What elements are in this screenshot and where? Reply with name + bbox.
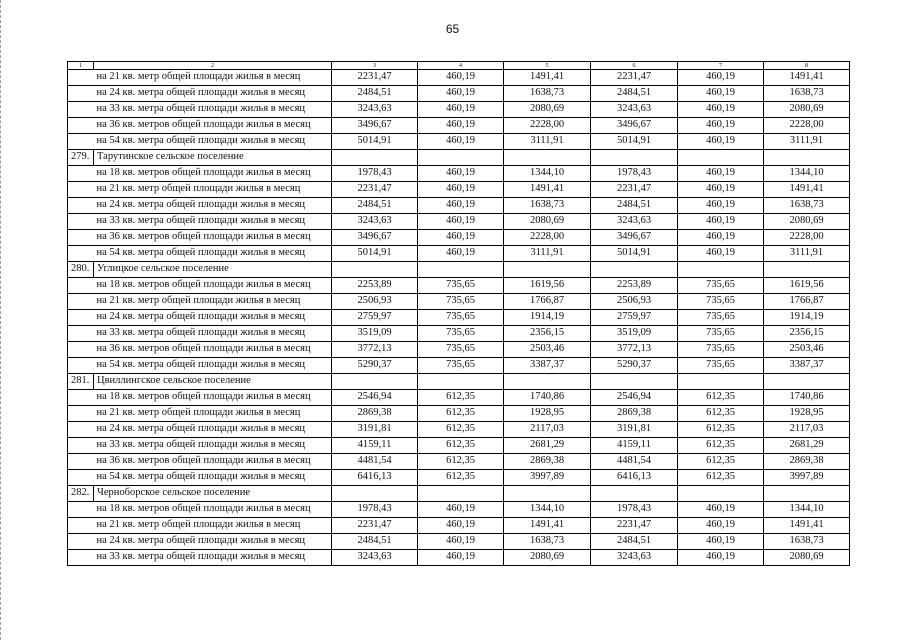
value-cell: 2546,94: [591, 390, 678, 406]
row-number: [68, 502, 94, 518]
settlement-row: [68, 374, 850, 390]
table-row: [68, 230, 850, 246]
table-row: [68, 166, 850, 182]
value-cell: 3519,09: [591, 326, 678, 342]
value-cell: 5290,37: [332, 358, 418, 374]
value-cell: 460,19: [418, 70, 504, 86]
settlement-name: Черноборское сельское поселение: [94, 486, 332, 502]
row-number: [68, 406, 94, 422]
area-description: на 36 кв. метров общей площади жилья в месяц: [94, 454, 332, 470]
area-description: на 33 кв. метра общей площади жилья в месяц: [94, 438, 332, 454]
value-cell: 460,19: [418, 502, 504, 518]
value-cell: 735,65: [418, 278, 504, 294]
value-cell: 460,19: [418, 534, 504, 550]
area-description: на 54 кв. метра общей площади жилья в месяц: [94, 358, 332, 374]
value-cell: 735,65: [418, 342, 504, 358]
value-cell: 460,19: [418, 550, 504, 566]
row-number: [68, 246, 94, 262]
value-cell: 2484,51: [332, 86, 418, 102]
value-cell: 1978,43: [591, 166, 678, 182]
row-number: [68, 86, 94, 102]
table-row: [68, 182, 850, 198]
area-description: на 24 кв. метра общей площади жилья в месяц: [94, 198, 332, 214]
value-cell: 5014,91: [591, 134, 678, 150]
area-description: на 18 кв. метров общей площади жилья в месяц: [94, 390, 332, 406]
value-cell: 4481,54: [332, 454, 418, 470]
value-cell: 6416,13: [591, 470, 678, 486]
value-cell: 612,35: [418, 454, 504, 470]
value-cell: 3519,09: [332, 326, 418, 342]
value-cell: 3111,91: [504, 134, 591, 150]
value-cell: 3243,63: [332, 550, 418, 566]
value-cell: 460,19: [678, 70, 764, 86]
value-cell: 3243,63: [591, 102, 678, 118]
page-number: 65: [445, 22, 460, 36]
value-cell: 2546,94: [332, 390, 418, 406]
table-row: [68, 118, 850, 134]
value-cell: 2117,03: [504, 422, 591, 438]
row-number: [68, 518, 94, 534]
row-number: [68, 454, 94, 470]
area-description: на 18 кв. метров общей площади жилья в месяц: [94, 278, 332, 294]
value-cell: 1766,87: [764, 294, 850, 310]
value-cell: 2253,89: [332, 278, 418, 294]
row-number: [68, 102, 94, 118]
table-row: [68, 406, 850, 422]
settlement-name: Тарутинское сельское поселение: [94, 150, 332, 166]
value-cell: 2484,51: [591, 198, 678, 214]
value-cell: 460,19: [678, 166, 764, 182]
value-cell: 2080,69: [764, 214, 850, 230]
value-cell: 2484,51: [591, 86, 678, 102]
table-row: [68, 86, 850, 102]
value-cell: 3496,67: [332, 230, 418, 246]
value-cell: 3496,67: [332, 118, 418, 134]
value-cell: 2231,47: [591, 518, 678, 534]
value-cell: 2080,69: [504, 550, 591, 566]
row-number: [68, 550, 94, 566]
area-description: на 33 кв. метра общей площади жилья в месяц: [94, 550, 332, 566]
area-description: на 54 кв. метра общей площади жилья в месяц: [94, 134, 332, 150]
value-cell: 1344,10: [504, 166, 591, 182]
value-cell: 2869,38: [332, 406, 418, 422]
table-row: [68, 310, 850, 326]
value-cell: 1928,95: [504, 406, 591, 422]
value-cell: 612,35: [678, 422, 764, 438]
scan-margin-rule: [0, 0, 1, 640]
value-cell: 735,65: [678, 278, 764, 294]
area-description: на 24 кв. метра общей площади жилья в месяц: [94, 422, 332, 438]
value-cell: 460,19: [678, 182, 764, 198]
value-cell: 2080,69: [764, 102, 850, 118]
value-cell: 2228,00: [764, 118, 850, 134]
area-description: на 18 кв. метров общей площади жилья в месяц: [94, 166, 332, 182]
value-cell: 1638,73: [764, 534, 850, 550]
area-description: на 33 кв. метра общей площади жилья в месяц: [94, 102, 332, 118]
value-cell: 5014,91: [332, 134, 418, 150]
value-cell: [418, 486, 504, 502]
area-description: на 21 кв. метр общей площади жилья в месяц: [94, 182, 332, 198]
area-description: на 54 кв. метра общей площади жилья в месяц: [94, 246, 332, 262]
row-number: [68, 326, 94, 342]
value-cell: 2228,00: [764, 230, 850, 246]
value-cell: 735,65: [678, 294, 764, 310]
table-row: [68, 278, 850, 294]
value-cell: 3191,81: [591, 422, 678, 438]
area-description: на 21 кв. метр общей площади жилья в месяц: [94, 70, 332, 86]
value-cell: 460,19: [418, 134, 504, 150]
value-cell: 3772,13: [591, 342, 678, 358]
row-number: [68, 70, 94, 86]
value-cell: 2869,38: [504, 454, 591, 470]
area-description: на 54 кв. метра общей площади жилья в месяц: [94, 470, 332, 486]
row-number: [68, 278, 94, 294]
area-description: на 24 кв. метра общей площади жилья в месяц: [94, 310, 332, 326]
area-description: на 36 кв. метров общей площади жилья в месяц: [94, 342, 332, 358]
table-row: [68, 214, 850, 230]
value-cell: [504, 262, 591, 278]
value-cell: 612,35: [678, 470, 764, 486]
value-cell: 3111,91: [764, 246, 850, 262]
value-cell: 2231,47: [332, 70, 418, 86]
value-cell: 4159,11: [332, 438, 418, 454]
row-number: [68, 310, 94, 326]
value-cell: [764, 262, 850, 278]
row-number: [68, 230, 94, 246]
table-row: [68, 342, 850, 358]
table-row: [68, 422, 850, 438]
value-cell: 460,19: [418, 102, 504, 118]
table-row: [68, 102, 850, 118]
settlement-name: Цвиллингское сельское поселение: [94, 374, 332, 390]
area-description: на 36 кв. метров общей площади жилья в месяц: [94, 118, 332, 134]
row-number: [68, 118, 94, 134]
value-cell: [764, 374, 850, 390]
value-cell: 1638,73: [504, 86, 591, 102]
value-cell: [504, 150, 591, 166]
area-description: на 24 кв. метра общей площади жилья в месяц: [94, 534, 332, 550]
value-cell: 3496,67: [591, 118, 678, 134]
value-cell: 460,19: [678, 214, 764, 230]
row-number: 279.: [68, 150, 94, 166]
value-cell: 735,65: [418, 358, 504, 374]
value-cell: 460,19: [678, 550, 764, 566]
table-row: [68, 246, 850, 262]
settlement-row: [68, 486, 850, 502]
value-cell: 460,19: [418, 86, 504, 102]
row-number: 280.: [68, 262, 94, 278]
value-cell: 1491,41: [764, 70, 850, 86]
value-cell: 1766,87: [504, 294, 591, 310]
area-description: на 33 кв. метра общей площади жилья в месяц: [94, 326, 332, 342]
value-cell: 3772,13: [332, 342, 418, 358]
column-header: 1: [68, 62, 94, 70]
value-cell: 1344,10: [764, 166, 850, 182]
value-cell: 4159,11: [591, 438, 678, 454]
value-cell: 1978,43: [332, 502, 418, 518]
value-cell: 2228,00: [504, 230, 591, 246]
value-cell: 735,65: [678, 310, 764, 326]
table-row: [68, 550, 850, 566]
value-cell: 3111,91: [504, 246, 591, 262]
value-cell: 2503,46: [504, 342, 591, 358]
value-cell: 2231,47: [332, 518, 418, 534]
value-cell: 612,35: [678, 406, 764, 422]
area-description: на 24 кв. метра общей площади жилья в месяц: [94, 86, 332, 102]
row-number: [68, 358, 94, 374]
table-row: [68, 294, 850, 310]
value-cell: 1638,73: [764, 86, 850, 102]
value-cell: [418, 374, 504, 390]
value-cell: 460,19: [678, 118, 764, 134]
value-cell: 5014,91: [332, 246, 418, 262]
table-row: [68, 454, 850, 470]
table-row: [68, 134, 850, 150]
table-row: [68, 70, 850, 86]
row-number: [68, 214, 94, 230]
value-cell: [504, 486, 591, 502]
value-cell: 3243,63: [591, 214, 678, 230]
value-cell: 460,19: [678, 86, 764, 102]
value-cell: 460,19: [418, 214, 504, 230]
value-cell: 2080,69: [504, 102, 591, 118]
value-cell: 2356,15: [764, 326, 850, 342]
row-number: 282.: [68, 486, 94, 502]
column-header: 2: [94, 62, 332, 70]
value-cell: 3191,81: [332, 422, 418, 438]
value-cell: 3387,37: [504, 358, 591, 374]
value-cell: 2231,47: [591, 182, 678, 198]
value-cell: 1619,56: [504, 278, 591, 294]
value-cell: [678, 486, 764, 502]
value-cell: 460,19: [678, 502, 764, 518]
value-cell: 1638,73: [764, 198, 850, 214]
value-cell: 2681,29: [764, 438, 850, 454]
value-cell: 612,35: [678, 438, 764, 454]
value-cell: 1638,73: [504, 198, 591, 214]
value-cell: 2231,47: [332, 182, 418, 198]
value-cell: 1740,86: [504, 390, 591, 406]
value-cell: 612,35: [418, 422, 504, 438]
settlement-name: Углицкое сельское поселение: [94, 262, 332, 278]
value-cell: 1344,10: [504, 502, 591, 518]
value-cell: 3243,63: [332, 102, 418, 118]
area-description: на 21 кв. метр общей площади жилья в месяц: [94, 518, 332, 534]
table-row: [68, 502, 850, 518]
tariff-table: [67, 61, 850, 566]
value-cell: 460,19: [418, 518, 504, 534]
value-cell: [678, 262, 764, 278]
value-cell: 735,65: [678, 358, 764, 374]
value-cell: 2080,69: [504, 214, 591, 230]
settlement-row: [68, 262, 850, 278]
value-cell: [504, 374, 591, 390]
value-cell: 3387,37: [764, 358, 850, 374]
table-row: [68, 358, 850, 374]
row-number: [68, 166, 94, 182]
value-cell: 1491,41: [504, 518, 591, 534]
row-number: [68, 182, 94, 198]
value-cell: 460,19: [678, 534, 764, 550]
value-cell: [591, 486, 678, 502]
table-row: [68, 534, 850, 550]
settlement-row: [68, 150, 850, 166]
value-cell: 3997,89: [764, 470, 850, 486]
value-cell: 5290,37: [591, 358, 678, 374]
row-number: [68, 198, 94, 214]
value-cell: 3997,89: [504, 470, 591, 486]
row-number: [68, 422, 94, 438]
value-cell: 735,65: [678, 342, 764, 358]
value-cell: 2356,15: [504, 326, 591, 342]
value-cell: 1914,19: [504, 310, 591, 326]
area-description: на 36 кв. метров общей площади жилья в месяц: [94, 230, 332, 246]
value-cell: 1914,19: [764, 310, 850, 326]
column-header: 5: [504, 62, 591, 70]
value-cell: 612,35: [418, 390, 504, 406]
value-cell: [764, 486, 850, 502]
value-cell: 2484,51: [332, 198, 418, 214]
value-cell: 2759,97: [591, 310, 678, 326]
table-row: [68, 470, 850, 486]
column-header: 7: [678, 62, 764, 70]
value-cell: 1491,41: [504, 70, 591, 86]
value-cell: 460,19: [418, 182, 504, 198]
value-cell: 460,19: [418, 230, 504, 246]
row-number: [68, 438, 94, 454]
area-description: на 33 кв. метра общей площади жилья в месяц: [94, 214, 332, 230]
value-cell: 1978,43: [591, 502, 678, 518]
value-cell: 460,19: [418, 118, 504, 134]
value-cell: 2506,93: [332, 294, 418, 310]
value-cell: 2228,00: [504, 118, 591, 134]
value-cell: 735,65: [678, 326, 764, 342]
value-cell: 6416,13: [332, 470, 418, 486]
row-number: [68, 534, 94, 550]
value-cell: 612,35: [678, 390, 764, 406]
value-cell: [764, 150, 850, 166]
value-cell: 460,19: [678, 134, 764, 150]
value-cell: [591, 262, 678, 278]
value-cell: 460,19: [418, 166, 504, 182]
value-cell: 2869,38: [764, 454, 850, 470]
value-cell: [332, 150, 418, 166]
table-row: [68, 326, 850, 342]
value-cell: 735,65: [418, 294, 504, 310]
value-cell: [678, 150, 764, 166]
value-cell: 1491,41: [504, 182, 591, 198]
value-cell: [418, 150, 504, 166]
value-cell: 2253,89: [591, 278, 678, 294]
value-cell: 612,35: [418, 470, 504, 486]
value-cell: 612,35: [418, 438, 504, 454]
row-number: 281.: [68, 374, 94, 390]
value-cell: [591, 150, 678, 166]
value-cell: 735,65: [418, 326, 504, 342]
value-cell: 2681,29: [504, 438, 591, 454]
table-row: [68, 518, 850, 534]
value-cell: 460,19: [418, 198, 504, 214]
area-description: на 21 кв. метр общей площади жилья в месяц: [94, 406, 332, 422]
value-cell: 3243,63: [591, 550, 678, 566]
value-cell: 5014,91: [591, 246, 678, 262]
value-cell: 612,35: [678, 454, 764, 470]
row-number: [68, 470, 94, 486]
table-row: [68, 438, 850, 454]
value-cell: 1344,10: [764, 502, 850, 518]
value-cell: 2080,69: [764, 550, 850, 566]
value-cell: 2484,51: [332, 534, 418, 550]
value-cell: 460,19: [678, 246, 764, 262]
value-cell: 1491,41: [764, 518, 850, 534]
value-cell: 735,65: [418, 310, 504, 326]
column-header: 8: [764, 62, 850, 70]
table-row: [68, 390, 850, 406]
value-cell: [678, 374, 764, 390]
value-cell: 1638,73: [504, 534, 591, 550]
value-cell: 2506,93: [591, 294, 678, 310]
value-cell: 1978,43: [332, 166, 418, 182]
value-cell: 460,19: [418, 246, 504, 262]
column-header: 3: [332, 62, 418, 70]
value-cell: 3243,63: [332, 214, 418, 230]
row-number: [68, 342, 94, 358]
value-cell: 460,19: [678, 230, 764, 246]
row-number: [68, 134, 94, 150]
value-cell: 1491,41: [764, 182, 850, 198]
value-cell: 2231,47: [591, 70, 678, 86]
value-cell: [332, 374, 418, 390]
column-header: 6: [591, 62, 678, 70]
value-cell: [591, 374, 678, 390]
column-number-row: [68, 62, 850, 70]
value-cell: 460,19: [678, 518, 764, 534]
value-cell: 2117,03: [764, 422, 850, 438]
value-cell: 1619,56: [764, 278, 850, 294]
value-cell: 460,19: [678, 102, 764, 118]
table-body: [68, 70, 850, 566]
area-description: на 18 кв. метров общей площади жилья в месяц: [94, 502, 332, 518]
table-row: [68, 198, 850, 214]
value-cell: [332, 486, 418, 502]
value-cell: 3111,91: [764, 134, 850, 150]
value-cell: 2759,97: [332, 310, 418, 326]
column-header: 4: [418, 62, 504, 70]
value-cell: 2869,38: [591, 406, 678, 422]
value-cell: 1740,86: [764, 390, 850, 406]
value-cell: [332, 262, 418, 278]
value-cell: 4481,54: [591, 454, 678, 470]
value-cell: 1928,95: [764, 406, 850, 422]
value-cell: 2484,51: [591, 534, 678, 550]
value-cell: 2503,46: [764, 342, 850, 358]
row-number: [68, 294, 94, 310]
area-description: на 21 кв. метр общей площади жилья в месяц: [94, 294, 332, 310]
value-cell: 460,19: [678, 198, 764, 214]
row-number: [68, 390, 94, 406]
value-cell: [418, 262, 504, 278]
value-cell: 612,35: [418, 406, 504, 422]
value-cell: 3496,67: [591, 230, 678, 246]
